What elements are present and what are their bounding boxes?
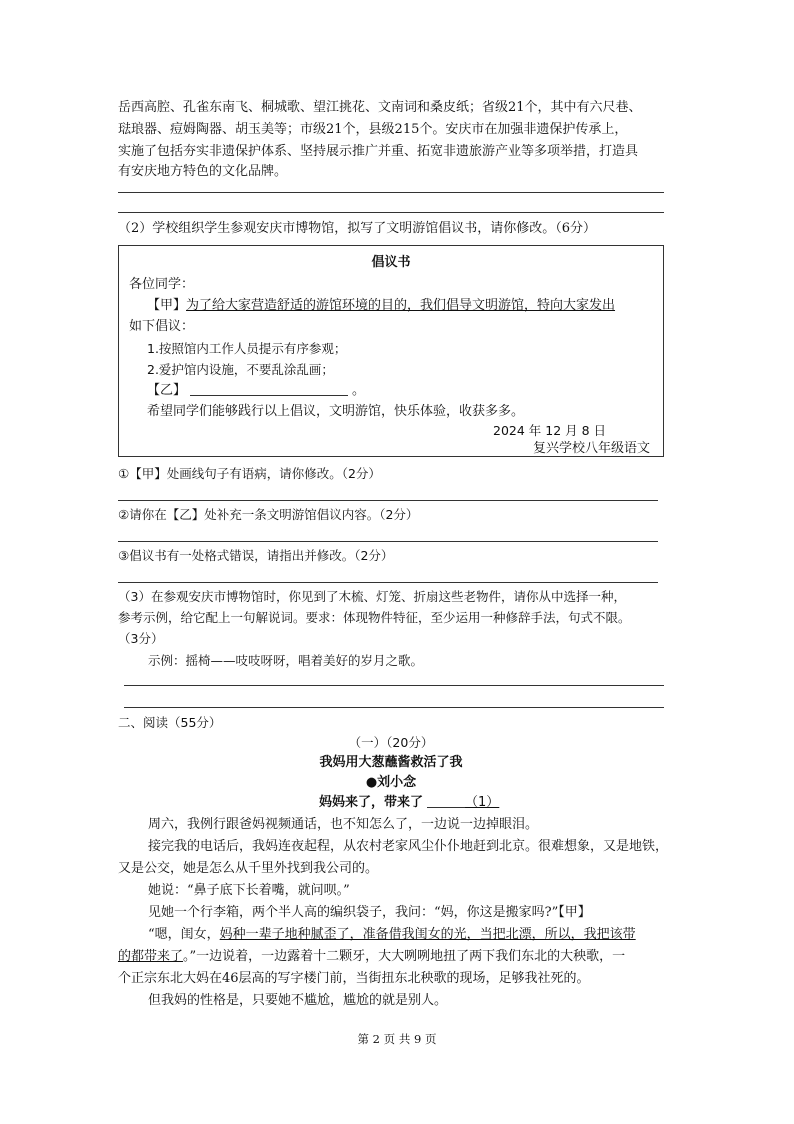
article-title: 我妈用大葱蘸酱救活了我 <box>319 755 463 770</box>
article-paragraph <box>148 924 636 946</box>
proposal-letter-box <box>118 245 664 457</box>
section-heading: 二、阅读（55分） <box>118 715 222 730</box>
question-3-line: （3分） <box>118 631 164 646</box>
question-2-prompt: （2）学校组织学生参观安庆市博物馆，拟写了文明游馆倡议书，请你修改。（6分） <box>118 221 597 236</box>
subtitle-blank[interactable] <box>427 793 465 808</box>
sub-question-3: ③倡议书有一处格式错误，请指出并修改。（2分） <box>118 548 394 563</box>
article-paragraph <box>118 946 625 968</box>
yi-tag: 【乙】 <box>147 383 187 398</box>
letter-signature: 复兴学校八年级语文 <box>533 441 651 456</box>
intro-line: 琺琅器、痘姆陶器、胡玉美等；市级21个，县级215个。安庆市在加强非遗保护传承上， <box>118 122 628 137</box>
underlined-sentence: 妈种一辈子地种腻歪了，准备借我闺女的光，当把北漂，所以，我把该带 <box>219 927 636 942</box>
article-subtitle <box>319 792 499 814</box>
article-author: ●刘小念 <box>365 775 417 790</box>
jia-underlined-sentence: 为了给大家营造舒适的游馆环境的目的，我们倡导文明游馆，特向大家发出 <box>186 298 616 313</box>
letter-title: 倡议书 <box>371 255 411 270</box>
letter-item-1: 1.按照馆内工作人员提示有序参观； <box>147 341 347 356</box>
article-paragraph: 但我妈的性格是，只要她不尴尬，尴尬的就是别人。 <box>148 993 448 1008</box>
article-paragraph: 接完我的电话后，我妈连夜起程，从农村老家风尘仆仆地赶到北京。很难想象，又是地铁， <box>148 839 669 854</box>
yi-blank[interactable] <box>190 381 348 396</box>
letter-yi-line <box>147 380 365 402</box>
letter-date: 2024 年 12 月 8 日 <box>493 423 607 438</box>
letter-item-2: 2.爱护馆内设施，不要乱涂乱画； <box>147 362 334 377</box>
letter-jia-line2: 如下倡议： <box>129 319 195 334</box>
article-paragraph: 周六，我例行跟爸妈视频通话，也不知怎么了，一边说一边掉眼泪。 <box>148 817 539 832</box>
part-heading: （一）（20分） <box>348 735 434 750</box>
answer-line <box>124 707 664 708</box>
answer-line <box>118 582 658 583</box>
sub-question-2: ②请你在【乙】处补充一条文明游馆倡议内容。（2分） <box>118 507 419 522</box>
question-3-line: 参考示例，给它配上一句解说词。要求：体现物件特征，至少运用一种修辞手法，句式不限。 <box>118 610 631 625</box>
answer-line <box>124 685 664 686</box>
underlined-sentence-end: 的都带来了 <box>118 949 184 964</box>
dialogue-cont: 。”一边说着，一边露着十二颗牙，大大咧咧地扭了两下我们东北的大秧歌，一 <box>183 949 626 964</box>
jia-tag: 【甲】 <box>147 298 187 313</box>
article-paragraph: 又是公交，她是怎么从千里外找到我公司的。 <box>118 861 379 876</box>
article-paragraph: 见她一个行李箱，两个半人高的编织袋子，我问：“妈，你这是搬家吗?”【甲】 <box>148 905 591 920</box>
intro-line: 实施了包括夯实非遗保护体系、坚持展示推广并重、拓宽非遗旅游产业等多项举措，打造具 <box>118 144 639 159</box>
answer-line <box>118 192 664 193</box>
intro-line: 有安庆地方特色的文化品牌。 <box>118 164 288 179</box>
letter-closing: 希望同学们能够践行以上倡议，文明游馆，快乐体验，收获多多。 <box>147 404 525 419</box>
dialogue-start: “嗯，闺女， <box>148 927 220 942</box>
answer-line <box>118 541 658 542</box>
article-paragraph: 个正宗东北大妈在46层高的写字楼门前，当街扭东北秧歌的现场，足够我社死的。 <box>118 971 590 986</box>
article-paragraph: 她说：“鼻子底下长着嘴，就问呗。” <box>148 883 350 898</box>
letter-jia-line <box>147 295 615 317</box>
answer-line <box>118 212 664 213</box>
question-3-example: 示例：摇椅——吱吱呀呀，唱着美好的岁月之歌。 <box>148 653 424 668</box>
intro-line: 岳西高腔、孔雀东南飞、桐城歌、望江挑花、文南词和桑皮纸；省级21个，其中有六尺巷、 <box>118 100 642 115</box>
subtitle-blank-number: （1） <box>465 795 500 810</box>
subtitle-text: 妈妈来了，带来了 <box>319 795 424 810</box>
question-3-line: （3）在参观安庆市博物馆时，你见到了木梳、灯笼、折扇这些老物件，请你从中选择一种， <box>118 589 626 604</box>
yi-end: 。 <box>352 383 366 398</box>
answer-line <box>118 500 658 501</box>
sub-question-1: ①【甲】处画线句子有语病，请你修改。（2分） <box>118 466 381 481</box>
letter-greeting: 各位同学： <box>129 277 195 292</box>
page-footer: 第 2 页 共 9 页 <box>357 1032 437 1046</box>
